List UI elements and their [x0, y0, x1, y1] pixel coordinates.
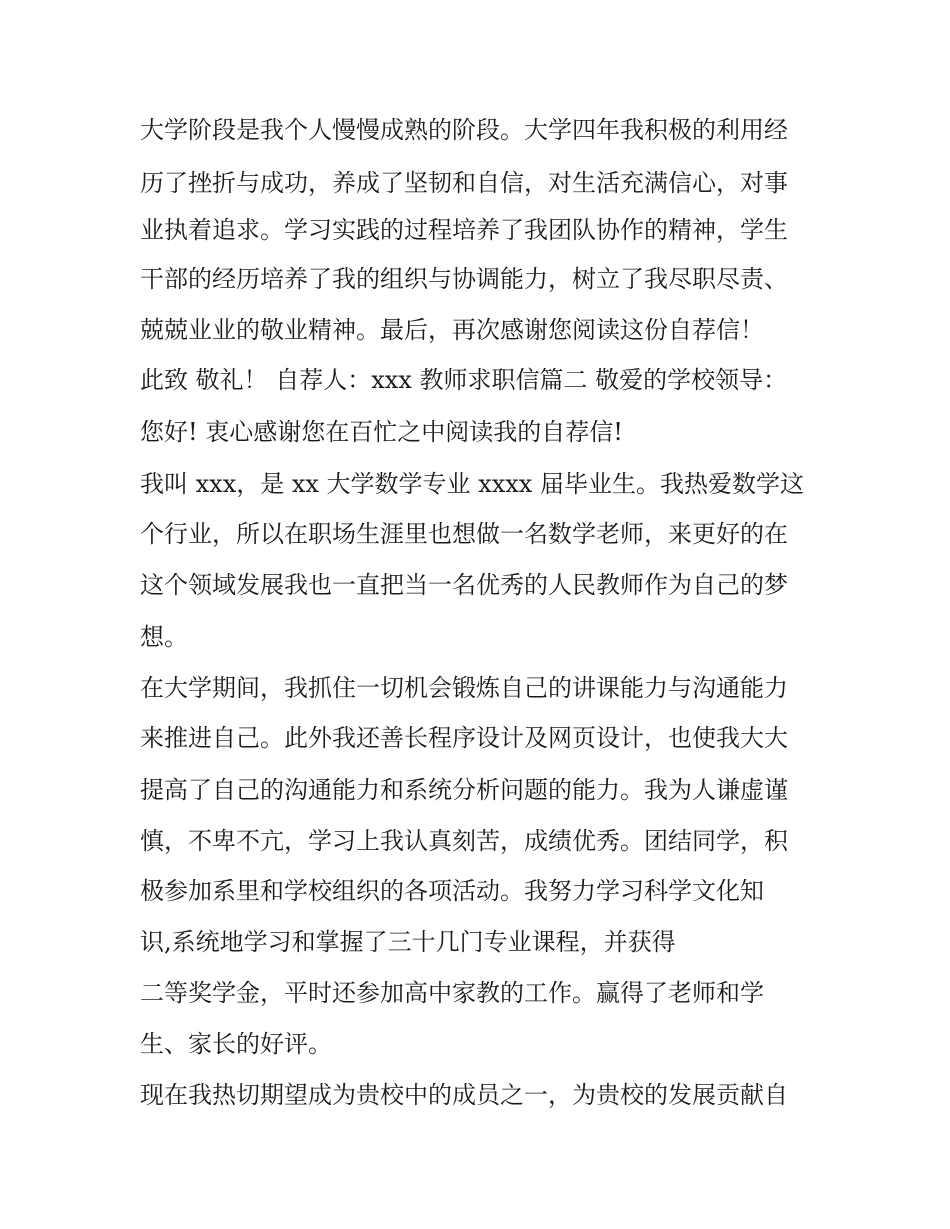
text-line: 个行业，所以在职场生涯里也想做一名数学老师，来更好的在 — [140, 520, 788, 548]
text-line: 生、家长的好评。 — [140, 1030, 332, 1058]
text-line: 历了挫折与成功，养成了坚韧和自信，对生活充满信心，对事 — [140, 169, 788, 197]
text-line: 现在我热切期望成为贵校中的成员之一，为贵校的发展贡献自 — [140, 1081, 788, 1109]
text-line: 业执着追求。学习实践的过程培养了我团队协作的精神，学生 — [140, 216, 788, 244]
text-line: 慎，不卑不亢，学习上我认真刻苦，成绩优秀。团结同学，积 — [140, 827, 788, 855]
text-line: 极参加系里和学校组织的各项活动。我努力学习科学文化知 — [140, 877, 764, 905]
text-line: 提高了自己的沟通能力和系统分析问题的能力。我为人谦虚谨 — [140, 776, 788, 804]
text-line: 兢兢业业的敬业精神。最后，再次感谢您阅读这份自荐信！ — [140, 316, 764, 344]
text-line: 识,系统地学习和掌握了三十几门专业课程，并获得 — [140, 928, 676, 956]
text-line: 二等奖学金，平时还参加高中家教的工作。赢得了老师和学 — [140, 979, 764, 1007]
text-line: 您好! 衷心感谢您在百忙之中阅读我的自荐信! — [140, 418, 623, 446]
text-line: 此致 敬礼！ 自荐人：xxx 教师求职信篇二 敬爱的学校领导： — [140, 366, 788, 394]
text-line: 我叫 xxx，是 xx 大学数学专业 xxxx 届毕业生。我热爱数学这 — [140, 470, 804, 498]
text-line: 在大学期间，我抓住一切机会锻炼自己的讲课能力与沟通能力 — [140, 674, 788, 702]
text-line: 来推进自己。此外我还善长程序设计及网页设计，也使我大大 — [140, 724, 788, 752]
text-line: 大学阶段是我个人慢慢成熟的阶段。大学四年我积极的利用经 — [140, 116, 788, 144]
text-line: 想。 — [140, 623, 188, 651]
text-line: 这个领域发展我也一直把当一名优秀的人民教师作为自己的梦 — [140, 571, 788, 599]
text-line: 干部的经历培养了我的组织与协调能力，树立了我尽职尽责、 — [140, 265, 788, 293]
